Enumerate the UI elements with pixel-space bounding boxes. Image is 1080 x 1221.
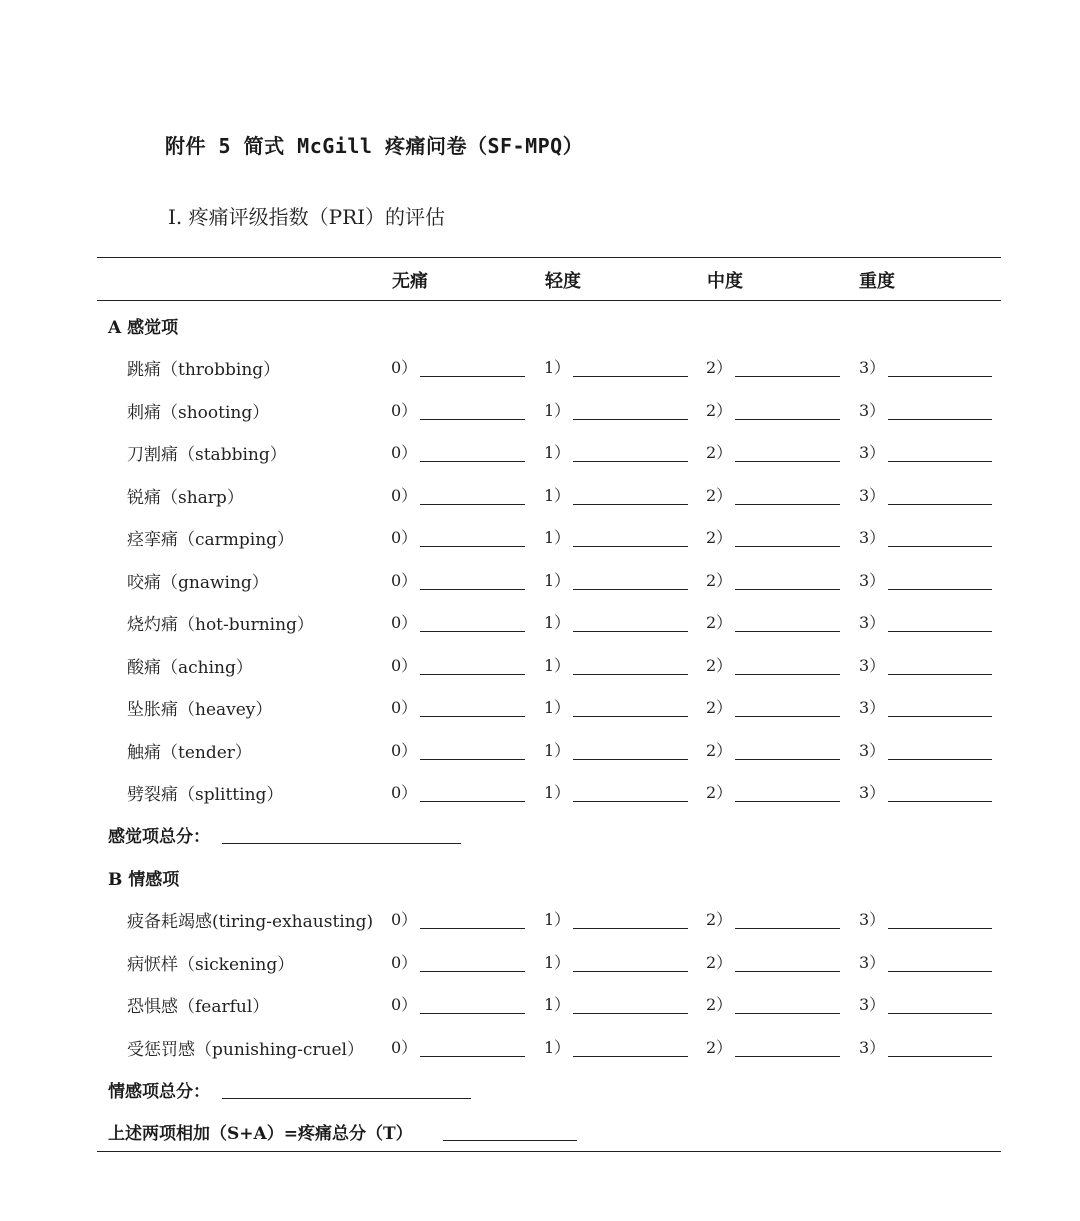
subtotal-blank[interactable]: [222, 843, 461, 844]
answer-blank[interactable]: [573, 546, 688, 547]
answer-blank[interactable]: [888, 589, 992, 590]
grand-total-blank[interactable]: [443, 1140, 577, 1141]
answer-blank[interactable]: [888, 716, 992, 717]
item-row: [0, 738, 1080, 768]
item-label: 恐惧感（fearful）: [127, 997, 270, 1017]
option-number: 2）: [706, 1037, 733, 1057]
answer-blank[interactable]: [573, 376, 688, 377]
answer-blank[interactable]: [735, 928, 840, 929]
option-number: 1）: [544, 740, 571, 760]
answer-blank[interactable]: [420, 589, 525, 590]
option-number: 2）: [706, 485, 733, 505]
item-row: [0, 780, 1080, 810]
answer-blank[interactable]: [573, 419, 688, 420]
option-number: 0）: [391, 485, 418, 505]
table-header-rule: [97, 300, 1001, 301]
answer-blank[interactable]: [573, 1013, 688, 1014]
option-number: 1）: [544, 528, 571, 547]
item-row: [0, 907, 1080, 937]
option-number: 0）: [391, 1037, 418, 1057]
answer-blank[interactable]: [420, 716, 525, 717]
option-number: 1）: [544, 485, 571, 505]
item-row: [0, 610, 1080, 640]
option-number: 0）: [391, 910, 418, 929]
item-row: [0, 992, 1080, 1022]
answer-blank[interactable]: [735, 461, 840, 462]
option-number: 2）: [706, 952, 733, 972]
answer-blank[interactable]: [573, 504, 688, 505]
answer-blank[interactable]: [573, 631, 688, 632]
option-number: 0）: [391, 570, 418, 590]
option-number: 3）: [859, 400, 886, 420]
item-row: [0, 950, 1080, 980]
option-number: 3）: [859, 910, 886, 929]
answer-blank[interactable]: [888, 546, 992, 547]
option-number: 1）: [544, 570, 571, 590]
item-row: [0, 525, 1080, 555]
table-bottom-rule: [97, 1151, 1001, 1152]
answer-blank[interactable]: [735, 716, 840, 717]
item-label: 锐痛（sharp）: [127, 487, 244, 508]
document-title: 附件 5 简式 McGill 疼痛问卷（SF-MPQ）: [165, 134, 584, 158]
answer-blank[interactable]: [888, 1013, 992, 1014]
answer-blank[interactable]: [735, 419, 840, 420]
option-number: 0）: [391, 613, 418, 632]
option-number: 3）: [859, 443, 886, 462]
column-header-none: 无痛: [392, 271, 428, 292]
answer-blank[interactable]: [573, 1056, 688, 1057]
option-number: 2）: [706, 910, 733, 929]
option-number: 3）: [859, 1037, 886, 1057]
answer-blank[interactable]: [735, 504, 840, 505]
column-header-severe: 重度: [859, 271, 895, 292]
option-number: 2）: [706, 358, 733, 377]
item-row: [0, 483, 1080, 513]
answer-blank[interactable]: [888, 504, 992, 505]
item-row: [0, 568, 1080, 598]
option-number: 3）: [859, 570, 886, 590]
option-number: 0）: [391, 443, 418, 462]
answer-blank[interactable]: [573, 589, 688, 590]
option-number: 2）: [706, 443, 733, 462]
column-header-moderate: 中度: [707, 271, 743, 292]
option-number: 0）: [391, 783, 418, 802]
answer-blank[interactable]: [420, 546, 525, 547]
option-number: 3）: [859, 995, 886, 1014]
option-number: 3）: [859, 952, 886, 972]
item-row: [0, 695, 1080, 725]
item-label: 受惩罚感（punishing-cruel）: [127, 1039, 364, 1060]
answer-blank[interactable]: [888, 674, 992, 675]
answer-blank[interactable]: [573, 971, 688, 972]
item-label: 疲备耗竭感(tiring-exhausting): [127, 912, 374, 932]
answer-blank[interactable]: [420, 504, 525, 505]
answer-blank[interactable]: [420, 419, 525, 420]
option-number: 0）: [391, 952, 418, 972]
answer-blank[interactable]: [573, 674, 688, 675]
option-number: 0）: [391, 528, 418, 547]
answer-blank[interactable]: [420, 674, 525, 675]
item-label: 咬痛（gnawing）: [127, 572, 269, 593]
item-row: [0, 398, 1080, 428]
answer-blank[interactable]: [735, 1013, 840, 1014]
item-label: 刺痛（shooting）: [127, 402, 270, 423]
item-label: 坠胀痛（heavey）: [127, 700, 273, 720]
item-label: 跳痛（throbbing）: [127, 360, 281, 380]
answer-blank[interactable]: [735, 546, 840, 547]
answer-blank[interactable]: [735, 1056, 840, 1057]
option-number: 1）: [544, 952, 571, 972]
option-number: 1）: [544, 400, 571, 420]
answer-blank[interactable]: [573, 716, 688, 717]
answer-blank[interactable]: [420, 631, 525, 632]
answer-blank[interactable]: [735, 376, 840, 377]
item-label: 劈裂痛（splitting）: [127, 785, 284, 805]
option-number: 2）: [706, 613, 733, 632]
item-label: 酸痛（aching）: [127, 657, 253, 678]
option-number: 0）: [391, 400, 418, 420]
option-number: 0）: [391, 655, 418, 675]
option-number: 2）: [706, 528, 733, 547]
answer-blank[interactable]: [420, 759, 525, 760]
option-number: 1）: [544, 783, 571, 802]
subtotal-label: 感觉项总分：: [108, 827, 210, 847]
option-number: 2）: [706, 570, 733, 590]
option-number: 1）: [544, 698, 571, 717]
option-number: 3）: [859, 740, 886, 760]
item-row: [0, 653, 1080, 683]
option-number: 3）: [859, 783, 886, 802]
item-label: 触痛（tender）: [127, 742, 252, 763]
answer-blank[interactable]: [420, 801, 525, 802]
answer-blank[interactable]: [735, 759, 840, 760]
option-number: 1）: [544, 655, 571, 675]
answer-blank[interactable]: [888, 631, 992, 632]
item-label: 病恹样（sickening）: [127, 954, 295, 975]
subtotal-blank[interactable]: [222, 1098, 471, 1099]
section-title: Ⅰ. 疼痛评级指数（PRI）的评估: [168, 205, 446, 229]
answer-blank[interactable]: [888, 419, 992, 420]
answer-blank[interactable]: [420, 376, 525, 377]
option-number: 3）: [859, 358, 886, 377]
item-label: 痉挛痛（carmping）: [127, 530, 295, 550]
table-top-rule: [97, 257, 1001, 258]
item-label: 烧灼痛（hot-burning）: [127, 615, 314, 635]
option-number: 0）: [391, 698, 418, 717]
option-number: 1）: [544, 613, 571, 632]
answer-blank[interactable]: [735, 674, 840, 675]
answer-blank[interactable]: [888, 1056, 992, 1057]
option-number: 1）: [544, 443, 571, 462]
answer-blank[interactable]: [573, 759, 688, 760]
answer-blank[interactable]: [888, 461, 992, 462]
answer-blank[interactable]: [735, 631, 840, 632]
item-label: 刀割痛（stabbing）: [127, 445, 287, 465]
answer-blank[interactable]: [888, 376, 992, 377]
answer-blank[interactable]: [888, 801, 992, 802]
option-number: 2）: [706, 740, 733, 760]
answer-blank[interactable]: [420, 1013, 525, 1014]
option-number: 3）: [859, 655, 886, 675]
option-number: 2）: [706, 400, 733, 420]
answer-blank[interactable]: [420, 461, 525, 462]
answer-blank[interactable]: [888, 759, 992, 760]
answer-blank[interactable]: [735, 801, 840, 802]
option-number: 1）: [544, 910, 571, 929]
item-row: [0, 355, 1080, 385]
item-row: [0, 440, 1080, 470]
item-row: [0, 1035, 1080, 1065]
answer-blank[interactable]: [573, 928, 688, 929]
column-header-mild: 轻度: [545, 271, 581, 292]
option-number: 2）: [706, 783, 733, 802]
answer-blank[interactable]: [888, 928, 992, 929]
option-number: 1）: [544, 995, 571, 1014]
option-number: 0）: [391, 358, 418, 377]
grand-total-label: 上述两项相加（S+A）=疼痛总分（T）: [108, 1124, 413, 1144]
option-number: 3）: [859, 698, 886, 717]
group-label: B 情感项: [108, 870, 180, 890]
subtotal-label: 情感项总分：: [108, 1082, 210, 1102]
option-number: 3）: [859, 528, 886, 547]
answer-blank[interactable]: [420, 971, 525, 972]
option-number: 0）: [391, 740, 418, 760]
answer-blank[interactable]: [735, 589, 840, 590]
option-number: 3）: [859, 613, 886, 632]
option-number: 2）: [706, 655, 733, 675]
option-number: 1）: [544, 1037, 571, 1057]
answer-blank[interactable]: [888, 971, 992, 972]
answer-blank[interactable]: [735, 971, 840, 972]
answer-blank[interactable]: [573, 461, 688, 462]
group-label: A 感觉项: [108, 318, 179, 338]
option-number: 0）: [391, 995, 418, 1014]
answer-blank[interactable]: [420, 1056, 525, 1057]
answer-blank[interactable]: [573, 801, 688, 802]
option-number: 3）: [859, 485, 886, 505]
answer-blank[interactable]: [420, 928, 525, 929]
option-number: 2）: [706, 698, 733, 717]
option-number: 2）: [706, 995, 733, 1014]
option-number: 1）: [544, 358, 571, 377]
